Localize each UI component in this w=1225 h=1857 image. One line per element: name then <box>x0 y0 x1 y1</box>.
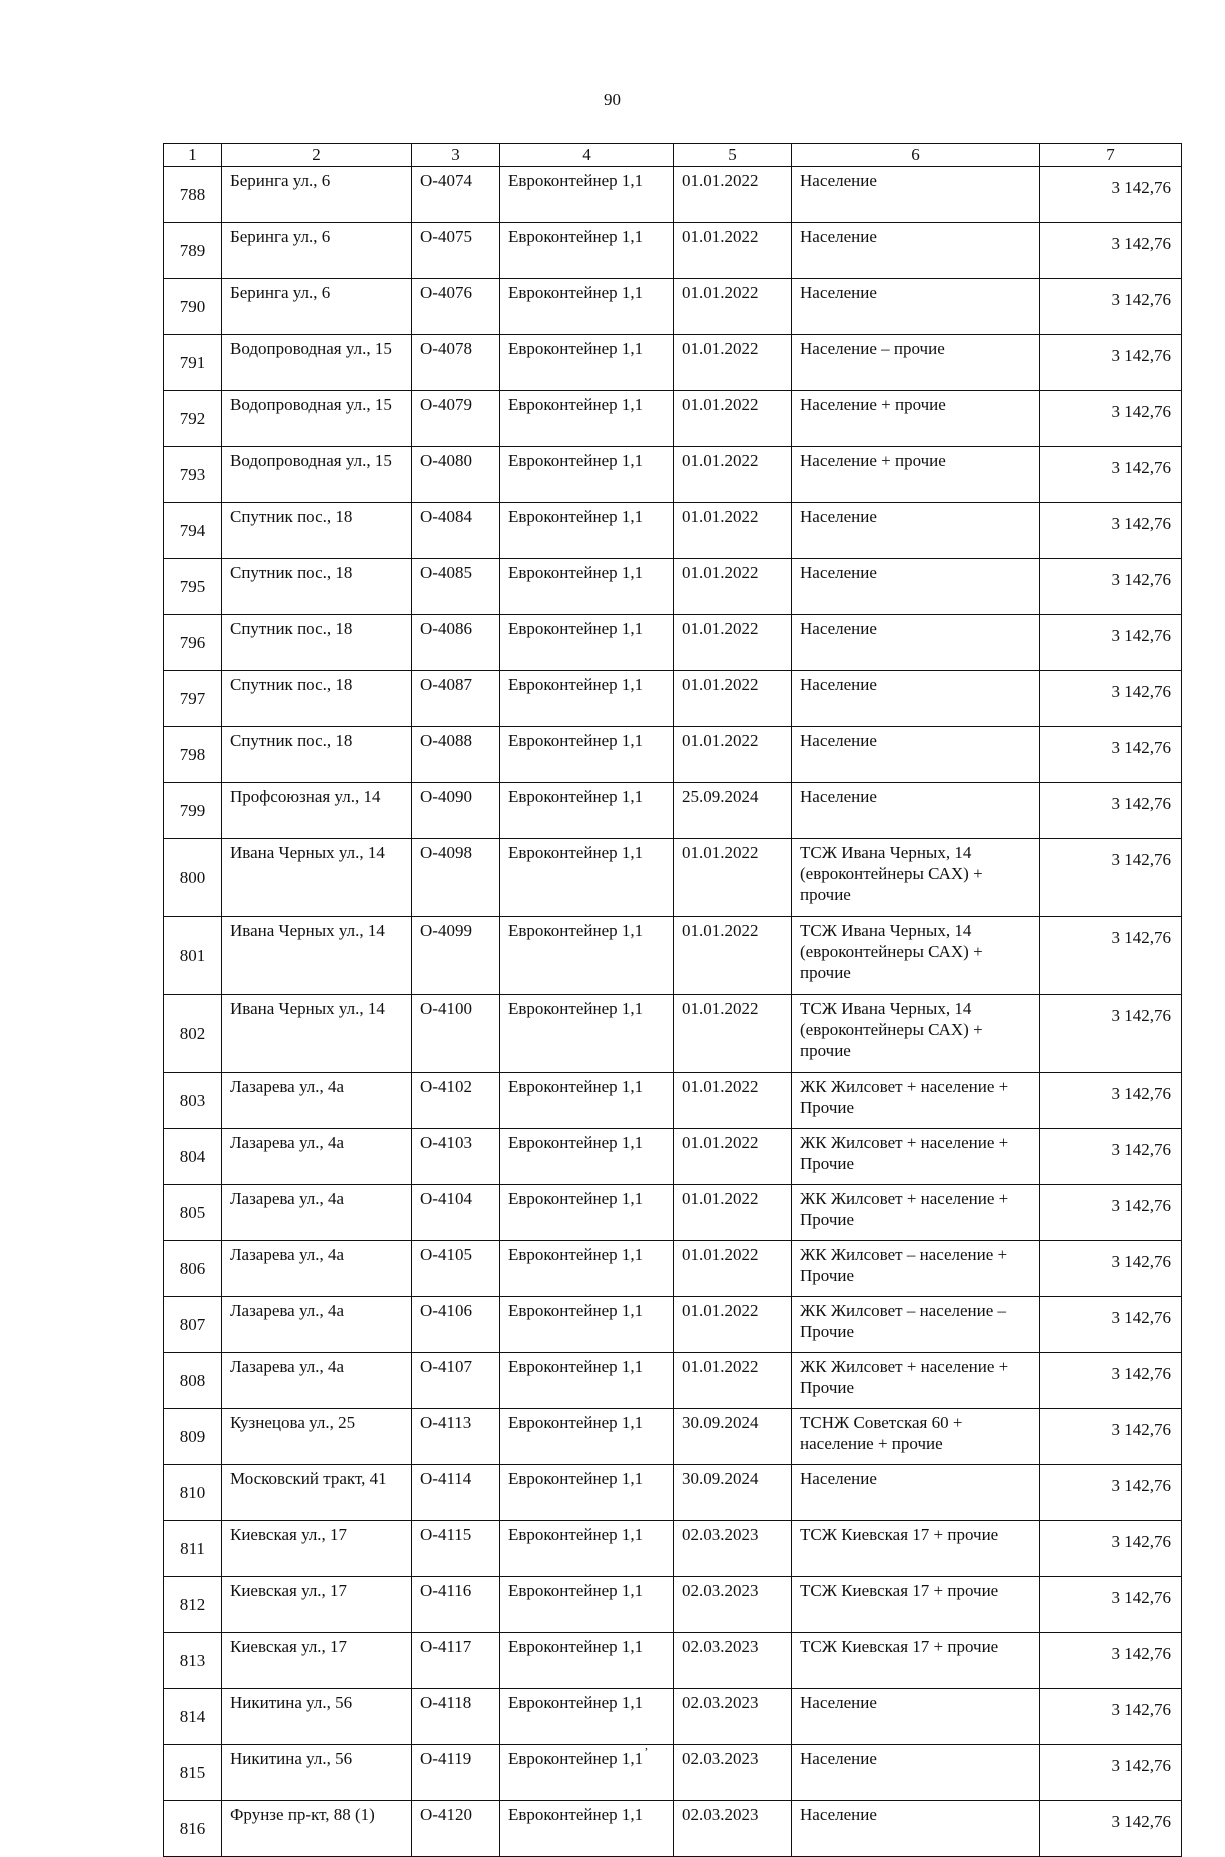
container-type-cell: Евроконтейнер 1,1 <box>500 503 674 559</box>
start-date-cell: 02.03.2023 <box>674 1577 792 1633</box>
table-row <box>164 1689 1182 1745</box>
address-cell: Спутник пос., 18 <box>222 559 412 615</box>
container-code-cell: О-4117 <box>412 1633 500 1689</box>
container-type-cell: Евроконтейнер 1,1 <box>500 279 674 335</box>
row-number: 816 <box>164 1801 222 1857</box>
price-cell: 3 142,76 <box>1040 1185 1182 1241</box>
container-type-cell: Евроконтейнер 1,1 <box>500 1353 674 1409</box>
container-type-cell: Евроконтейнер 1,1 <box>500 1241 674 1297</box>
table-row <box>164 1409 1182 1465</box>
address-cell: Кузнецова ул., 25 <box>222 1409 412 1465</box>
container-type-cell: Евроконтейнер 1,1 <box>500 671 674 727</box>
row-number: 813 <box>164 1633 222 1689</box>
container-code-cell: О-4113 <box>412 1409 500 1465</box>
start-date-cell: 02.03.2023 <box>674 1801 792 1857</box>
container-code-cell: О-4115 <box>412 1521 500 1577</box>
start-date-cell: 02.03.2023 <box>674 1633 792 1689</box>
address-cell: Ивана Черных ул., 14 <box>222 839 412 917</box>
price-cell: 3 142,76 <box>1040 1073 1182 1129</box>
row-number: 809 <box>164 1409 222 1465</box>
table-row <box>164 447 1182 503</box>
column-header: 1 <box>164 144 222 167</box>
price-cell: 3 142,76 <box>1040 167 1182 223</box>
address-cell: Фрунзе пр-кт, 88 (1) <box>222 1801 412 1857</box>
table-row <box>164 279 1182 335</box>
category-cell: Население + прочие <box>792 391 1040 447</box>
row-number: 794 <box>164 503 222 559</box>
start-date-cell: 01.01.2022 <box>674 1129 792 1185</box>
address-cell: Спутник пос., 18 <box>222 503 412 559</box>
category-cell: Население <box>792 503 1040 559</box>
container-code-cell: О-4116 <box>412 1577 500 1633</box>
row-number: 799 <box>164 783 222 839</box>
table-row <box>164 1577 1182 1633</box>
category-cell: ТСЖ Ивана Черных, 14 (евроконтейнеры САХ) + прочие <box>792 839 1040 917</box>
table-row <box>164 783 1182 839</box>
address-cell: Ивана Черных ул., 14 <box>222 917 412 995</box>
container-type-cell: Евроконтейнер 1,1 <box>500 335 674 391</box>
start-date-cell: 01.01.2022 <box>674 559 792 615</box>
row-number: 798 <box>164 727 222 783</box>
price-cell: 3 142,76 <box>1040 1521 1182 1577</box>
container-code-cell: О-4104 <box>412 1185 500 1241</box>
category-cell: Население <box>792 1689 1040 1745</box>
start-date-cell: 01.01.2022 <box>674 391 792 447</box>
row-number: 802 <box>164 995 222 1073</box>
table-row <box>164 1633 1182 1689</box>
container-code-cell: О-4107 <box>412 1353 500 1409</box>
column-header: 7 <box>1040 144 1182 167</box>
container-code-cell: О-4079 <box>412 391 500 447</box>
table-row <box>164 671 1182 727</box>
price-cell: 3 142,76 <box>1040 1745 1182 1801</box>
address-cell: Спутник пос., 18 <box>222 615 412 671</box>
scan-mark: , <box>645 1738 648 1752</box>
address-cell: Беринга ул., 6 <box>222 279 412 335</box>
price-cell: 3 142,76 <box>1040 1801 1182 1857</box>
table-row <box>164 995 1182 1073</box>
price-cell: 3 142,76 <box>1040 1689 1182 1745</box>
container-code-cell: О-4088 <box>412 727 500 783</box>
price-cell: 3 142,76 <box>1040 1129 1182 1185</box>
address-cell: Киевская ул., 17 <box>222 1633 412 1689</box>
price-cell: 3 142,76 <box>1040 1633 1182 1689</box>
container-code-cell: О-4078 <box>412 335 500 391</box>
start-date-cell: 01.01.2022 <box>674 1241 792 1297</box>
price-cell: 3 142,76 <box>1040 279 1182 335</box>
category-cell: ТСЖ Киевская 17 + прочие <box>792 1633 1040 1689</box>
start-date-cell: 01.01.2022 <box>674 1297 792 1353</box>
container-code-cell: О-4120 <box>412 1801 500 1857</box>
container-type-cell: Евроконтейнер 1,1 <box>500 223 674 279</box>
row-number: 796 <box>164 615 222 671</box>
category-cell: Население – прочие <box>792 335 1040 391</box>
price-cell: 3 142,76 <box>1040 783 1182 839</box>
category-cell: ТСНЖ Советская 60 + население + прочие <box>792 1409 1040 1465</box>
table-body <box>164 167 1182 1857</box>
category-cell: ТСЖ Ивана Черных, 14 (евроконтейнеры САХ) + прочие <box>792 995 1040 1073</box>
category-cell: Население <box>792 1465 1040 1521</box>
row-number: 790 <box>164 279 222 335</box>
row-number: 811 <box>164 1521 222 1577</box>
category-cell: ТСЖ Киевская 17 + прочие <box>792 1577 1040 1633</box>
category-cell: ЖК Жилсовет – население + Прочие <box>792 1241 1040 1297</box>
address-cell: Ивана Черных ул., 14 <box>222 995 412 1073</box>
container-code-cell: О-4086 <box>412 615 500 671</box>
category-cell: Население <box>792 167 1040 223</box>
container-code-cell: О-4074 <box>412 167 500 223</box>
table-row <box>164 559 1182 615</box>
container-code-cell: О-4090 <box>412 783 500 839</box>
start-date-cell: 01.01.2022 <box>674 223 792 279</box>
address-cell: Профсоюзная ул., 14 <box>222 783 412 839</box>
table-row <box>164 1241 1182 1297</box>
header-row <box>164 144 1182 167</box>
price-cell: 3 142,76 <box>1040 671 1182 727</box>
category-cell: ЖК Жилсовет + население + Прочие <box>792 1353 1040 1409</box>
start-date-cell: 01.01.2022 <box>674 447 792 503</box>
container-code-cell: О-4103 <box>412 1129 500 1185</box>
table-row <box>164 1521 1182 1577</box>
row-number: 797 <box>164 671 222 727</box>
price-cell: 3 142,76 <box>1040 917 1182 995</box>
start-date-cell: 01.01.2022 <box>674 615 792 671</box>
container-code-cell: О-4075 <box>412 223 500 279</box>
category-cell: ТСЖ Киевская 17 + прочие <box>792 1521 1040 1577</box>
category-cell: ЖК Жилсовет + население + Прочие <box>792 1129 1040 1185</box>
table-row <box>164 1073 1182 1129</box>
column-header: 6 <box>792 144 1040 167</box>
container-type-cell: Евроконтейнер 1,1 <box>500 1129 674 1185</box>
address-cell: Водопроводная ул., 15 <box>222 335 412 391</box>
category-cell: ЖК Жилсовет + население + Прочие <box>792 1185 1040 1241</box>
price-cell: 3 142,76 <box>1040 391 1182 447</box>
price-cell: 3 142,76 <box>1040 447 1182 503</box>
column-header: 3 <box>412 144 500 167</box>
table-row <box>164 167 1182 223</box>
container-code-cell: О-4106 <box>412 1297 500 1353</box>
container-type-cell: Евроконтейнер 1,1 <box>500 1801 674 1857</box>
row-number: 807 <box>164 1297 222 1353</box>
container-type-cell: Евроконтейнер 1,1 <box>500 839 674 917</box>
start-date-cell: 01.01.2022 <box>674 995 792 1073</box>
category-cell: Население <box>792 1745 1040 1801</box>
container-code-cell: О-4100 <box>412 995 500 1073</box>
table-row <box>164 1353 1182 1409</box>
start-date-cell: 01.01.2022 <box>674 335 792 391</box>
start-date-cell: 02.03.2023 <box>674 1745 792 1801</box>
container-code-cell: О-4085 <box>412 559 500 615</box>
row-number: 806 <box>164 1241 222 1297</box>
table-row <box>164 1185 1182 1241</box>
container-type-cell: Евроконтейнер 1,1 <box>500 1465 674 1521</box>
container-code-cell: О-4099 <box>412 917 500 995</box>
category-cell: Население <box>792 671 1040 727</box>
table-row <box>164 223 1182 279</box>
row-number: 808 <box>164 1353 222 1409</box>
table-row <box>164 727 1182 783</box>
row-number: 800 <box>164 839 222 917</box>
container-code-cell: О-4118 <box>412 1689 500 1745</box>
container-type-cell: Евроконтейнер 1,1 <box>500 1689 674 1745</box>
row-number: 789 <box>164 223 222 279</box>
address-cell: Лазарева ул., 4а <box>222 1129 412 1185</box>
address-cell: Беринга ул., 6 <box>222 223 412 279</box>
row-number: 791 <box>164 335 222 391</box>
category-cell: Население + прочие <box>792 447 1040 503</box>
row-number: 793 <box>164 447 222 503</box>
start-date-cell: 01.01.2022 <box>674 727 792 783</box>
start-date-cell: 01.01.2022 <box>674 1073 792 1129</box>
row-number: 812 <box>164 1577 222 1633</box>
page-number: 90 <box>604 90 621 109</box>
category-cell: Население <box>792 1801 1040 1857</box>
row-number: 792 <box>164 391 222 447</box>
start-date-cell: 01.01.2022 <box>674 917 792 995</box>
price-cell: 3 142,76 <box>1040 615 1182 671</box>
container-code-cell: О-4105 <box>412 1241 500 1297</box>
price-cell: 3 142,76 <box>1040 995 1182 1073</box>
table-row <box>164 1745 1182 1801</box>
address-cell: Водопроводная ул., 15 <box>222 391 412 447</box>
price-cell: 3 142,76 <box>1040 1465 1182 1521</box>
row-number: 804 <box>164 1129 222 1185</box>
container-type-cell: Евроконтейнер 1,1 <box>500 917 674 995</box>
category-cell: Население <box>792 559 1040 615</box>
price-cell: 3 142,76 <box>1040 559 1182 615</box>
container-type-cell: Евроконтейнер 1,1 <box>500 1185 674 1241</box>
container-code-cell: О-4102 <box>412 1073 500 1129</box>
start-date-cell: 01.01.2022 <box>674 1353 792 1409</box>
table-row <box>164 1465 1182 1521</box>
column-header: 4 <box>500 144 674 167</box>
price-cell: 3 142,76 <box>1040 727 1182 783</box>
price-cell: 3 142,76 <box>1040 1297 1182 1353</box>
address-cell: Спутник пос., 18 <box>222 671 412 727</box>
category-cell: Население <box>792 727 1040 783</box>
table-row <box>164 335 1182 391</box>
category-cell: Население <box>792 783 1040 839</box>
container-code-cell: О-4087 <box>412 671 500 727</box>
price-cell: 3 142,76 <box>1040 1241 1182 1297</box>
address-cell: Спутник пос., 18 <box>222 727 412 783</box>
address-cell: Лазарева ул., 4а <box>222 1353 412 1409</box>
price-cell: 3 142,76 <box>1040 503 1182 559</box>
start-date-cell: 02.03.2023 <box>674 1689 792 1745</box>
container-code-cell: О-4098 <box>412 839 500 917</box>
container-type-cell: Евроконтейнер 1,1 <box>500 1073 674 1129</box>
container-type-cell: Евроконтейнер 1,1 <box>500 1745 674 1801</box>
price-cell: 3 142,76 <box>1040 1577 1182 1633</box>
container-type-cell: Евроконтейнер 1,1 <box>500 559 674 615</box>
container-type-cell: Евроконтейнер 1,1 <box>500 447 674 503</box>
start-date-cell: 01.01.2022 <box>674 671 792 727</box>
start-date-cell: 02.03.2023 <box>674 1521 792 1577</box>
start-date-cell: 25.09.2024 <box>674 783 792 839</box>
container-type-cell: Евроконтейнер 1,1 <box>500 995 674 1073</box>
address-cell: Лазарева ул., 4а <box>222 1241 412 1297</box>
table-row <box>164 1297 1182 1353</box>
table-row <box>164 391 1182 447</box>
row-number: 788 <box>164 167 222 223</box>
row-number: 801 <box>164 917 222 995</box>
row-number: 805 <box>164 1185 222 1241</box>
start-date-cell: 30.09.2024 <box>674 1409 792 1465</box>
row-number: 810 <box>164 1465 222 1521</box>
start-date-cell: 01.01.2022 <box>674 839 792 917</box>
address-cell: Киевская ул., 17 <box>222 1521 412 1577</box>
start-date-cell: 01.01.2022 <box>674 503 792 559</box>
address-cell: Киевская ул., 17 <box>222 1577 412 1633</box>
table-row <box>164 839 1182 917</box>
row-number: 814 <box>164 1689 222 1745</box>
address-cell: Московский тракт, 41 <box>222 1465 412 1521</box>
table-row <box>164 503 1182 559</box>
table-row <box>164 1129 1182 1185</box>
container-type-cell: Евроконтейнер 1,1 <box>500 783 674 839</box>
container-code-cell: О-4080 <box>412 447 500 503</box>
start-date-cell: 01.01.2022 <box>674 1185 792 1241</box>
container-type-cell: Евроконтейнер 1,1 <box>500 1577 674 1633</box>
category-cell: ЖК Жилсовет – население – Прочие <box>792 1297 1040 1353</box>
price-cell: 3 142,76 <box>1040 839 1182 917</box>
price-cell: 3 142,76 <box>1040 1409 1182 1465</box>
category-cell: Население <box>792 279 1040 335</box>
container-code-cell: О-4114 <box>412 1465 500 1521</box>
category-cell: ЖК Жилсовет + население + Прочие <box>792 1073 1040 1129</box>
address-cell: Лазарева ул., 4а <box>222 1297 412 1353</box>
start-date-cell: 01.01.2022 <box>674 167 792 223</box>
start-date-cell: 01.01.2022 <box>674 279 792 335</box>
container-code-cell: О-4119 <box>412 1745 500 1801</box>
container-code-cell: О-4084 <box>412 503 500 559</box>
table-row <box>164 917 1182 995</box>
address-cell: Беринга ул., 6 <box>222 167 412 223</box>
price-cell: 3 142,76 <box>1040 335 1182 391</box>
table-row <box>164 1801 1182 1857</box>
registry-table <box>163 143 1182 1857</box>
container-type-cell: Евроконтейнер 1,1 <box>500 1409 674 1465</box>
price-cell: 3 142,76 <box>1040 1353 1182 1409</box>
column-header: 5 <box>674 144 792 167</box>
container-code-cell: О-4076 <box>412 279 500 335</box>
address-cell: Никитина ул., 56 <box>222 1745 412 1801</box>
container-type-cell: Евроконтейнер 1,1 <box>500 1521 674 1577</box>
price-cell: 3 142,76 <box>1040 223 1182 279</box>
row-number: 815 <box>164 1745 222 1801</box>
address-cell: Лазарева ул., 4а <box>222 1073 412 1129</box>
table-row <box>164 615 1182 671</box>
address-cell: Водопроводная ул., 15 <box>222 447 412 503</box>
address-cell: Никитина ул., 56 <box>222 1689 412 1745</box>
start-date-cell: 30.09.2024 <box>674 1465 792 1521</box>
container-type-cell: Евроконтейнер 1,1 <box>500 391 674 447</box>
container-type-cell: Евроконтейнер 1,1 <box>500 1297 674 1353</box>
category-cell: Население <box>792 615 1040 671</box>
container-type-cell: Евроконтейнер 1,1 <box>500 167 674 223</box>
row-number: 795 <box>164 559 222 615</box>
address-cell: Лазарева ул., 4а <box>222 1185 412 1241</box>
category-cell: Население <box>792 223 1040 279</box>
container-type-cell: Евроконтейнер 1,1 <box>500 615 674 671</box>
category-cell: ТСЖ Ивана Черных, 14 (евроконтейнеры САХ) + прочие <box>792 917 1040 995</box>
container-type-cell: Евроконтейнер 1,1 <box>500 1633 674 1689</box>
column-header: 2 <box>222 144 412 167</box>
container-type-cell: Евроконтейнер 1,1 <box>500 727 674 783</box>
row-number: 803 <box>164 1073 222 1129</box>
